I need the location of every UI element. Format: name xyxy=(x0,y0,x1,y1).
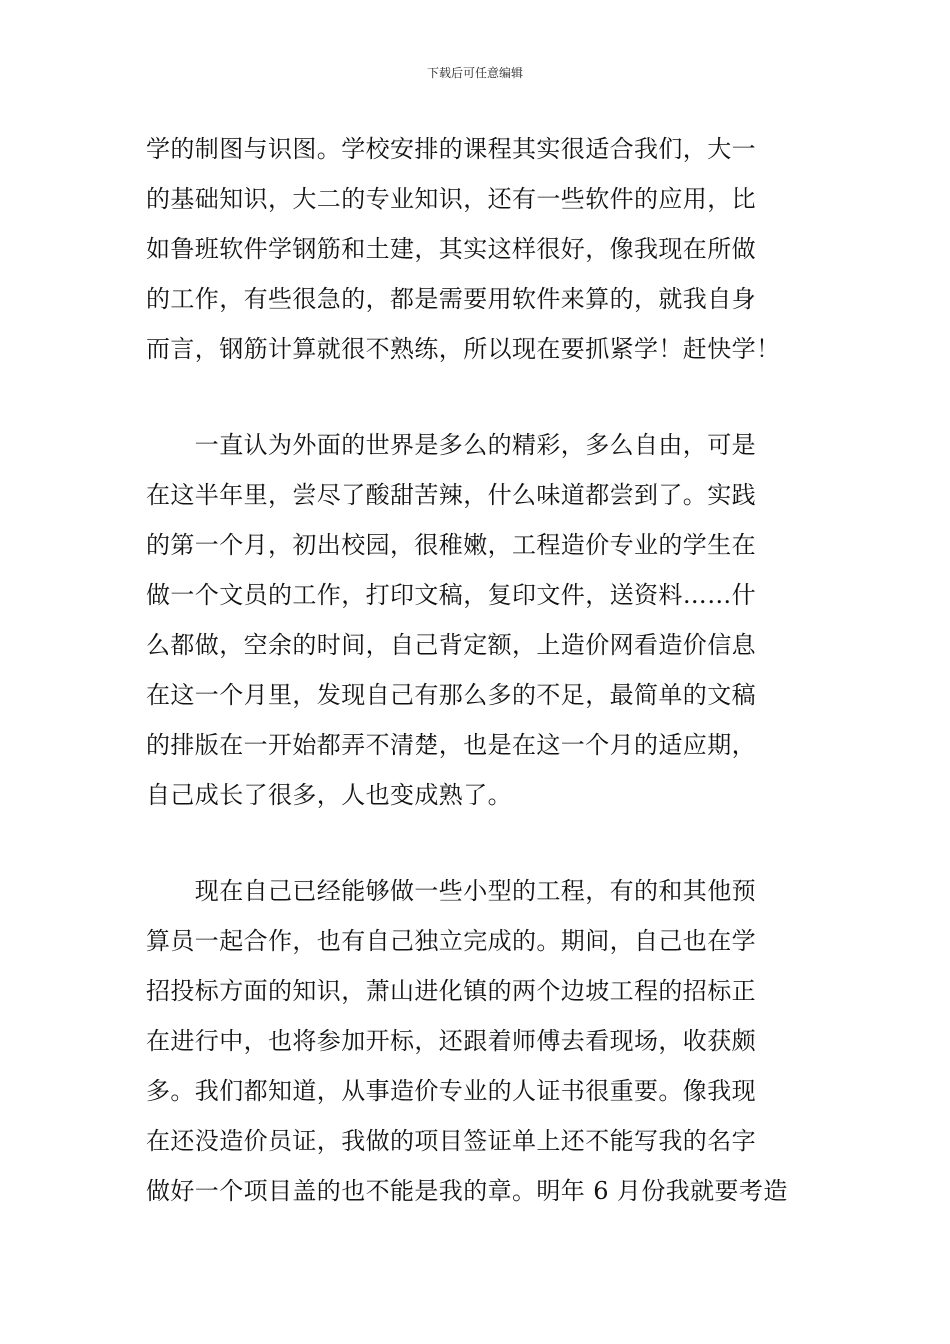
text-line: 的排版在一开始都弄不清楚，也是在这一个月的适应期， xyxy=(146,731,756,759)
text-line: 一直认为外面的世界是多么的精彩，多么自由，可是 xyxy=(146,431,756,459)
text-line: 么都做，空余的时间，自己背定额，上造价网看造价信息 xyxy=(146,631,756,659)
document-body xyxy=(146,124,814,1216)
paragraph-2 xyxy=(146,420,814,820)
text-line: 现在自己已经能够做一些小型的工程，有的和其他预 xyxy=(146,877,756,905)
text-line: 在这半年里，尝尽了酸甜苦辣，什么味道都尝到了。实践 xyxy=(146,481,756,509)
text-line: 在还没造价员证，我做的项目签证单上还不能写我的名字 xyxy=(146,1127,756,1155)
text-line: 算员一起合作，也有自己独立完成的。期间，自己也在学 xyxy=(146,927,756,955)
text-line: 的基础知识，大二的专业知识，还有一些软件的应用，比 xyxy=(146,185,756,213)
text-line: 自己成长了很多，人也变成熟了。 xyxy=(146,781,512,809)
text-line: 的工作，有些很急的，都是需要用软件来算的，就我自身 xyxy=(146,285,756,313)
paragraph-spacer xyxy=(146,374,814,420)
text-line: 多。我们都知道，从事造价专业的人证书很重要。像我现 xyxy=(146,1077,756,1105)
text-line: 在这一个月里，发现自己有那么多的不足，最简单的文稿 xyxy=(146,681,756,709)
text-line: 在进行中，也将参加开标，还跟着师傅去看现场，收获颇 xyxy=(146,1027,756,1055)
text-line: 做一个文员的工作，打印文稿，复印文件，送资料……什 xyxy=(146,581,756,609)
page-header: 下载后可任意编辑 xyxy=(426,66,523,80)
paragraph-1 xyxy=(146,124,814,374)
text-line: 招投标方面的知识，萧山进化镇的两个边坡工程的招标正 xyxy=(146,977,756,1005)
paragraph-spacer xyxy=(146,820,814,866)
text-line: 而言，钢筋计算就很不熟练，所以现在要抓紧学！赶快学！ xyxy=(146,335,781,363)
paragraph-3 xyxy=(146,866,814,1216)
text-line: 的第一个月，初出校园，很稚嫩，工程造价专业的学生在 xyxy=(146,531,756,559)
text-line: 学的制图与识图。学校安排的课程其实很适合我们，大一 xyxy=(146,135,756,163)
text-line: 如鲁班软件学钢筋和土建，其实这样很好，像我现在所做 xyxy=(146,235,756,263)
text-line: 做好一个项目盖的也不能是我的章。明年 6 月份我就要考造 xyxy=(146,1177,788,1205)
